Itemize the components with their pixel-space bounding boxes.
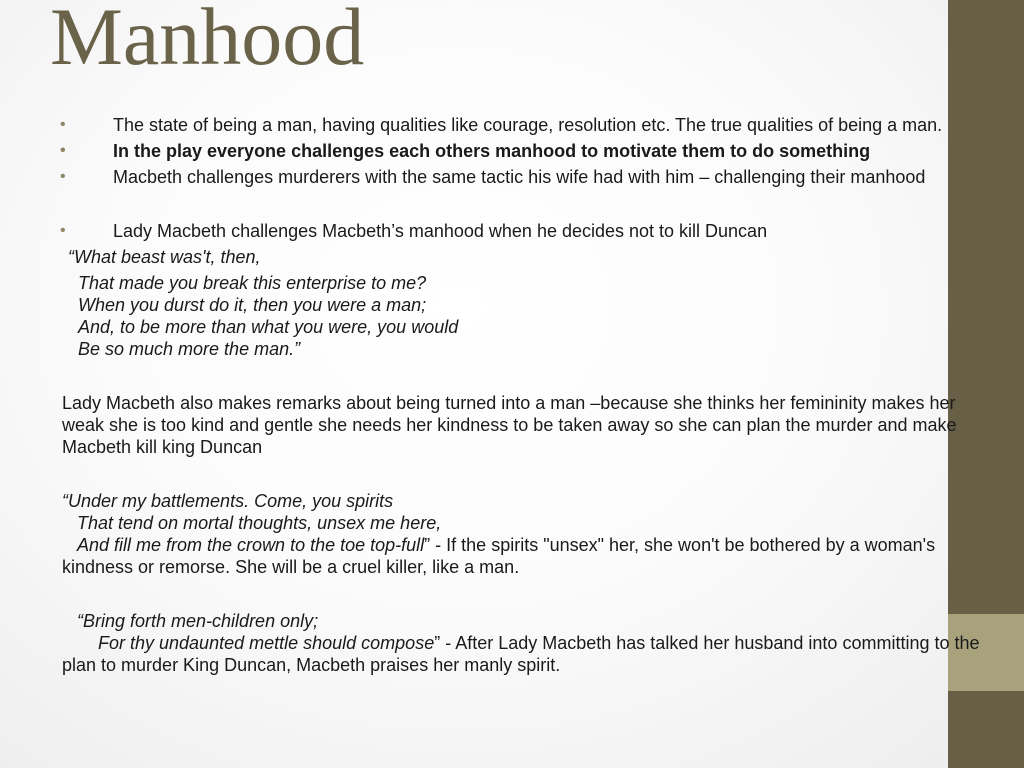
bullet-item	[0, 220, 1024, 242]
bullet-icon: •	[60, 116, 66, 133]
quote-line: “Bring forth men-children only;	[77, 611, 319, 631]
quote-paragraph-men-children	[0, 610, 1024, 676]
quote-paragraph-spirits	[0, 490, 1024, 578]
paragraph-femininity: Lady Macbeth also makes remarks about being turned into a man –because she thinks her femininity makes her weak she is too kind and gentle she needs her kindness to be taken away so she can plan the murder and make Macbeth kill king Duncan	[62, 393, 957, 457]
quote-commentary: ” - After Lady Macbeth has talked her husband into committing to the plan to murder King Duncan, Macbeth praises her manly spirit.	[62, 633, 980, 675]
slide-title: Manhood	[50, 0, 365, 82]
bullet-icon: •	[60, 142, 66, 159]
quote-line-wrapper	[62, 633, 434, 653]
bullet-item	[0, 140, 1024, 162]
bullet-icon: •	[60, 222, 66, 239]
quote-line: And fill me from the crown to the toe top-full	[77, 535, 425, 555]
bullet-text: Lady Macbeth challenges Macbeth’s manhood when he decides not to kill Duncan	[113, 221, 768, 241]
quote-line: When you durst do it, then you were a man;	[78, 295, 427, 315]
quote-line: That made you break this enterprise to me?	[78, 273, 427, 293]
bullet-item	[0, 166, 1024, 188]
bullet-text: The state of being a man, having qualities like courage, resolution etc. The true qualities of being a man.	[113, 115, 943, 135]
quote-commentary: ” - If the spirits "unsex" her, she won't be bothered by a woman's kindness or remorse. She will be a cruel killer, like a man.	[62, 535, 936, 577]
quote-line-wrapper	[62, 535, 424, 555]
bullet-text-bold: In the play everyone challenges each others manhood to motivate them to do something	[113, 141, 871, 161]
slide-body	[0, 114, 1024, 676]
quote-line: For thy undaunted mettle should compose	[98, 633, 435, 653]
bullet-text: Macbeth challenges murderers with the same tactic his wife had with him – challenging their manhood	[113, 167, 926, 187]
quote-line: That tend on mortal thoughts, unsex me here,	[77, 513, 442, 533]
quote-line: And, to be more than what you were, you would	[78, 317, 459, 337]
bullet-icon: •	[60, 168, 66, 185]
quote-first-line: “What beast was't, then,	[68, 247, 261, 267]
bullet-item	[0, 114, 1024, 136]
quote-line: Be so much more the man.”	[78, 339, 301, 359]
quote-block	[0, 272, 1024, 360]
quote-line: “Under my battlements. Come, you spirits	[62, 491, 394, 511]
